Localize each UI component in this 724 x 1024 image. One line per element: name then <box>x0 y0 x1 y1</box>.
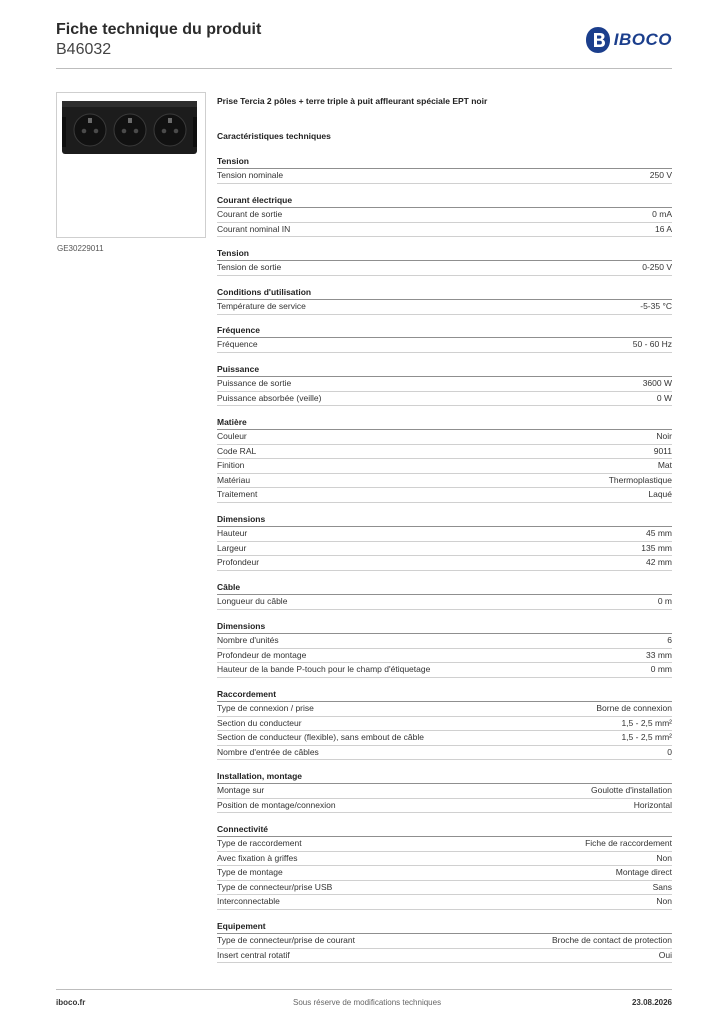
brand-logo <box>585 26 672 54</box>
spec-row <box>217 731 672 746</box>
spec-value: Goulotte d'installation <box>590 785 672 795</box>
spec-label: Courant de sortie <box>217 209 283 219</box>
spec-value: -5-35 °C <box>640 301 672 311</box>
spec-row <box>217 881 672 896</box>
spec-value: Mat <box>657 460 672 471</box>
spec-label: Largeur <box>217 542 247 553</box>
page-header <box>56 20 672 68</box>
spec-value: 45 mm <box>646 528 672 538</box>
spec-label: Nombre d'entrée de câbles <box>217 746 319 757</box>
spec-row <box>217 488 672 503</box>
spec-value: 135 mm <box>641 542 672 553</box>
spec-label: Profondeur de montage <box>217 649 307 660</box>
spec-label: Hauteur <box>217 528 248 538</box>
spec-label: Puissance absorbée (veille) <box>217 392 322 403</box>
iboco-logo-icon <box>585 26 611 54</box>
spec-label: Couleur <box>217 431 247 441</box>
product-reference: B46032 <box>56 41 112 58</box>
spec-row <box>217 799 672 814</box>
spec-group <box>217 416 672 503</box>
spec-label: Longueur du câble <box>217 596 288 606</box>
spec-label: Fréquence <box>217 339 258 349</box>
spec-row <box>217 949 672 964</box>
spec-label: Avec fixation à griffes <box>217 852 298 863</box>
spec-row <box>217 542 672 557</box>
spec-row <box>217 717 672 732</box>
spec-value: 42 mm <box>646 557 672 568</box>
spec-row <box>217 261 672 276</box>
spec-label: Nombre d'unités <box>217 635 279 645</box>
spec-label: Matériau <box>217 474 251 485</box>
spec-value: Horizontal <box>633 799 672 810</box>
spec-value: 0 mA <box>652 209 672 219</box>
spec-row <box>217 169 672 184</box>
spec-label: Type de connecteur/prise USB <box>217 881 333 892</box>
spec-group-title: Matière <box>217 416 672 430</box>
spec-label: Puissance de sortie <box>217 378 292 388</box>
spec-group-title: Installation, montage <box>217 770 672 784</box>
spec-group <box>217 155 672 184</box>
spec-row <box>217 459 672 474</box>
spec-value: 0 mm <box>650 664 672 675</box>
spec-value: 0 W <box>656 392 672 403</box>
spec-group <box>217 581 672 610</box>
spec-group <box>217 286 672 315</box>
spec-value: Oui <box>658 949 672 960</box>
spec-row <box>217 784 672 799</box>
spec-group-title: Connectivité <box>217 823 672 837</box>
footer-date: 23.08.2026 <box>631 998 672 1007</box>
footer-notice: Sous réserve de modifications techniques <box>293 998 442 1007</box>
spec-label: Finition <box>217 460 245 471</box>
spec-value: 33 mm <box>646 649 672 660</box>
spec-row <box>217 649 672 664</box>
spec-group <box>217 247 672 276</box>
spec-value: 1,5 - 2,5 mm² <box>621 717 672 728</box>
spec-value: 16 A <box>654 223 672 234</box>
spec-group-title: Tension <box>217 155 672 169</box>
spec-row <box>217 527 672 542</box>
spec-row <box>217 430 672 445</box>
spec-row <box>217 445 672 460</box>
spec-group-title: Câble <box>217 581 672 595</box>
spec-label: Section de conducteur (flexible), sans embout de câble <box>217 732 424 743</box>
spec-row <box>217 837 672 852</box>
spec-row <box>217 866 672 881</box>
spec-label: Tension de sortie <box>217 262 282 272</box>
spec-row <box>217 377 672 392</box>
spec-label: Type de montage <box>217 867 283 878</box>
spec-group <box>217 620 672 678</box>
spec-row <box>217 934 672 949</box>
spec-value: 0-250 V <box>642 262 672 272</box>
spec-value: 9011 <box>653 445 672 456</box>
spec-row <box>217 338 672 353</box>
spec-row <box>217 852 672 867</box>
spec-label: Position de montage/connexion <box>217 799 336 810</box>
spec-value: Montage direct <box>615 867 672 878</box>
spec-label: Type de raccordement <box>217 838 302 848</box>
spec-value: 250 V <box>649 170 672 180</box>
spec-label: Type de connecteur/prise de courant <box>217 935 355 945</box>
spec-value: 3600 W <box>642 378 672 388</box>
spec-label: Traitement <box>217 489 258 500</box>
spec-value: Noir <box>656 431 672 441</box>
header-divider <box>56 68 672 69</box>
spec-group <box>217 363 672 406</box>
spec-row <box>217 746 672 761</box>
spec-row <box>217 634 672 649</box>
spec-row <box>217 300 672 315</box>
spec-value: Non <box>656 852 672 863</box>
spec-group-title: Courant électrique <box>217 194 672 208</box>
spec-value: Fiche de raccordement <box>585 838 672 848</box>
spec-group <box>217 194 672 237</box>
spec-row <box>217 223 672 238</box>
spec-value: Laqué <box>648 489 672 500</box>
spec-value: 0 <box>667 746 672 757</box>
spec-group <box>217 688 672 760</box>
spec-label: Hauteur de la bande P-touch pour le champ d'étiquetage <box>217 664 431 675</box>
spec-value: Thermoplastique <box>608 474 672 485</box>
spec-label: Courant nominal IN <box>217 223 291 234</box>
spec-value: Broche de contact de protection <box>551 935 672 945</box>
spec-row <box>217 663 672 678</box>
spec-row <box>217 595 672 610</box>
spec-label: Insert central rotatif <box>217 949 290 960</box>
specs-heading: Caractéristiques techniques <box>217 131 331 141</box>
triple-socket-image <box>57 93 205 237</box>
spec-group-title: Tension <box>217 247 672 261</box>
spec-row <box>217 392 672 407</box>
spec-label: Type de connexion / prise <box>217 703 314 713</box>
page-title: Fiche technique du produit <box>56 21 262 38</box>
spec-group-title: Conditions d'utilisation <box>217 286 672 300</box>
footer-divider <box>56 989 672 990</box>
spec-row <box>217 702 672 717</box>
spec-value: Sans <box>652 881 672 892</box>
spec-value: 0 m <box>657 596 672 606</box>
spec-value: 1,5 - 2,5 mm² <box>621 732 672 743</box>
spec-row <box>217 474 672 489</box>
logo-wordmark: IBOCO <box>613 30 672 49</box>
product-code: GE30229011 <box>57 244 104 253</box>
spec-value: Non <box>656 896 672 907</box>
spec-label: Profondeur <box>217 557 260 568</box>
spec-value: Borne de connexion <box>596 703 672 713</box>
spec-label: Section du conducteur <box>217 717 302 728</box>
spec-group-title: Raccordement <box>217 688 672 702</box>
footer-website: iboco.fr <box>56 998 86 1007</box>
product-image <box>56 92 206 238</box>
spec-value: 50 - 60 Hz <box>632 339 672 349</box>
spec-group-title: Puissance <box>217 363 672 377</box>
spec-row <box>217 556 672 571</box>
product-title: Prise Tercia 2 pôles + terre triple à puit affleurant spéciale EPT noir <box>217 96 488 106</box>
spec-group <box>217 324 672 353</box>
spec-label: Tension nominale <box>217 170 284 180</box>
spec-group-title: Dimensions <box>217 620 672 634</box>
spec-group-title: Fréquence <box>217 324 672 338</box>
spec-group <box>217 513 672 571</box>
spec-label: Température de service <box>217 301 306 311</box>
spec-row <box>217 895 672 910</box>
spec-value: 6 <box>667 635 672 645</box>
spec-label: Montage sur <box>217 785 265 795</box>
spec-group-title: Equipement <box>217 920 672 934</box>
spec-label: Interconnectable <box>217 896 280 907</box>
spec-group <box>217 920 672 963</box>
spec-group-title: Dimensions <box>217 513 672 527</box>
spec-label: Code RAL <box>217 445 257 456</box>
spec-group <box>217 823 672 910</box>
spec-row <box>217 208 672 223</box>
spec-group <box>217 770 672 813</box>
